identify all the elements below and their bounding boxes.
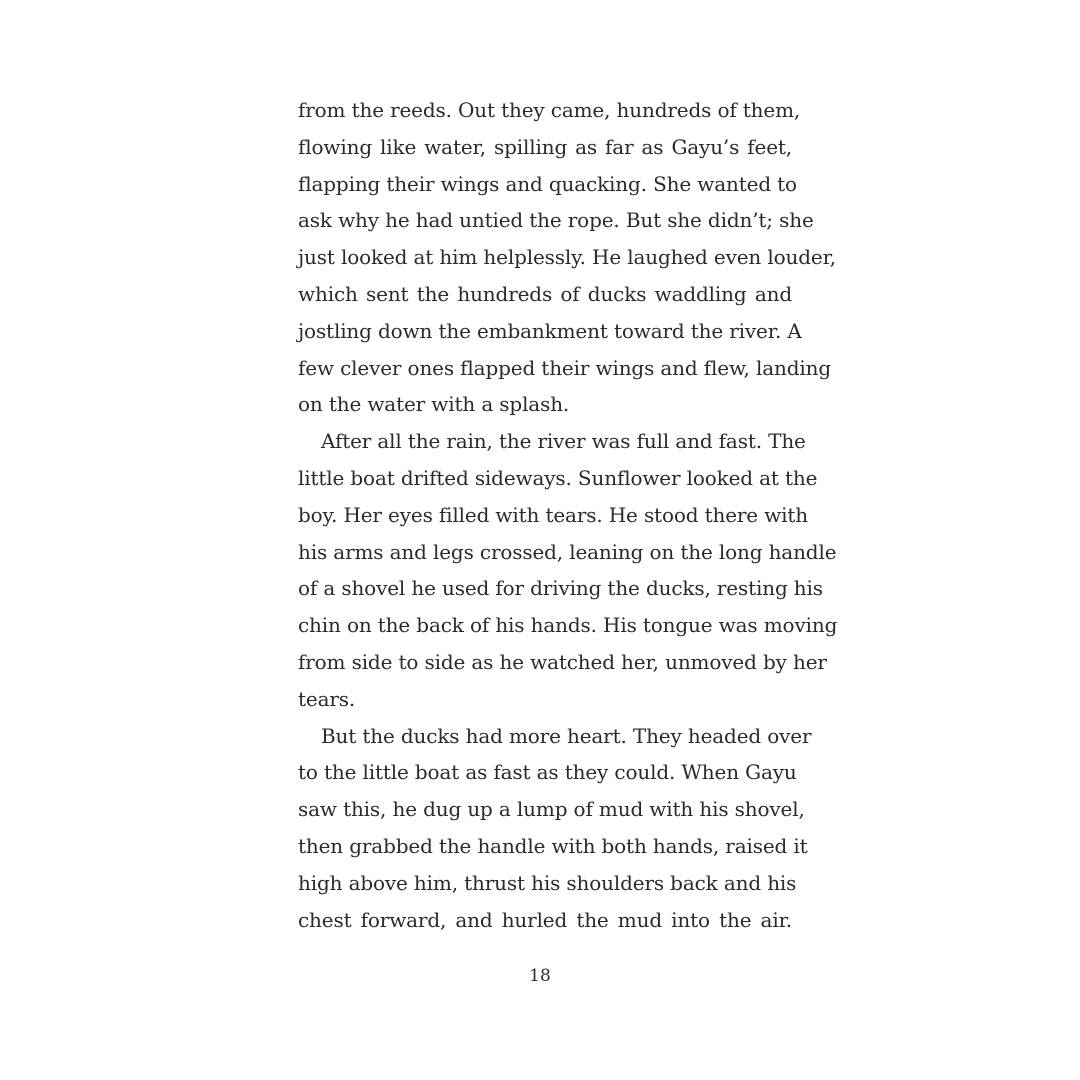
text-line: chest forward, and hurled the mud into the air. <box>298 907 792 932</box>
text-line: of a shovel he used for driving the ducks, resting his <box>298 576 823 601</box>
text-line: from side to side as he watched her, unmoved by her <box>298 649 827 674</box>
text-line: ask why he had untied the rope. But she didn’t; she <box>298 208 814 233</box>
text-line: just looked at him helplessly. He laughed even louder, <box>298 245 836 270</box>
body-text <box>298 92 838 938</box>
text-line: little boat drifted sideways. Sunflower looked at the <box>298 465 818 490</box>
text-line: chin on the back of his hands. His tongue was moving <box>298 613 838 638</box>
text-line: boy. Her eyes filled with tears. He stood there with <box>298 502 809 527</box>
text-line: high above him, thrust his shoulders back and his <box>298 870 797 895</box>
text-line: to the little boat as fast as they could. When Gayu <box>298 760 797 785</box>
text-line: flowing like water, spilling as far as Gayu’s feet, <box>298 134 792 159</box>
page-number: 18 <box>529 966 551 986</box>
text-line: jostling down the embankment toward the river. A <box>298 318 802 343</box>
text-line: his arms and legs crossed, leaning on the long handle <box>298 539 837 564</box>
text-line: After all the rain, the river was full and fast. The <box>321 429 806 454</box>
text-line: which sent the hundreds of ducks waddling and <box>298 281 792 306</box>
text-line: But the ducks had more heart. They headed over <box>321 723 812 748</box>
text-line: from the reeds. Out they came, hundreds of them, <box>298 98 801 122</box>
text-line: then grabbed the handle with both hands, raised it <box>298 833 808 858</box>
text-line: on the water with a splash. <box>298 392 570 417</box>
text-line: few clever ones flapped their wings and flew, landing <box>298 355 831 380</box>
text-line: saw this, he dug up a lump of mud with his shovel, <box>298 797 805 822</box>
text-line: flapping their wings and quacking. She wanted to <box>298 171 797 196</box>
text-line: tears. <box>298 686 356 711</box>
